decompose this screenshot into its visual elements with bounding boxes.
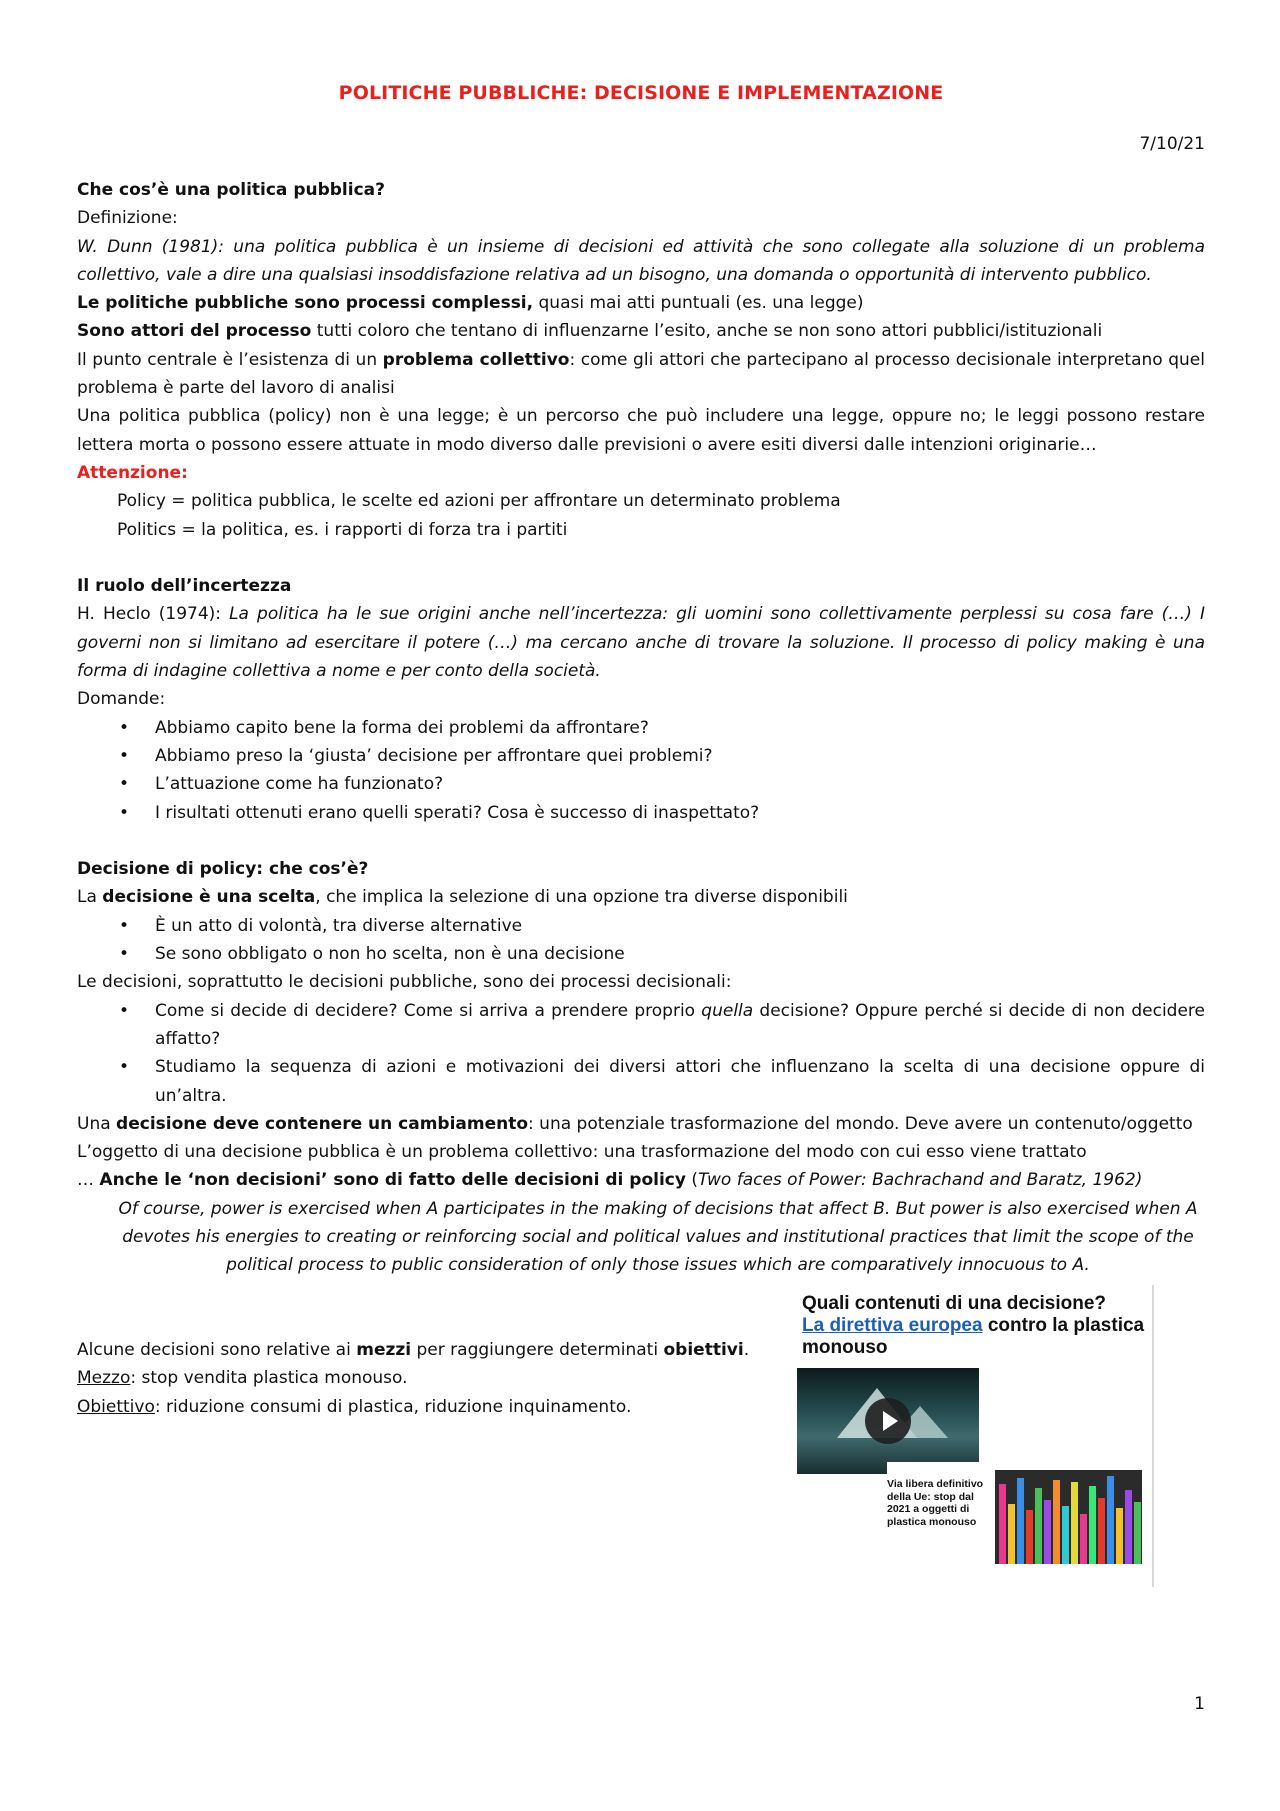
heclo-quote	[77, 600, 1205, 685]
section-heading-uncertainty: Il ruolo dell’incertezza	[77, 576, 292, 597]
decision-bullets	[77, 912, 1205, 969]
questions-list	[77, 714, 1205, 827]
bold-text: Sono attori del processo	[77, 321, 312, 342]
paragraph-collective-problem	[77, 346, 1205, 403]
document-page	[77, 0, 1205, 1811]
bold-text: decisione deve contenere un cambiamento	[116, 1113, 529, 1134]
text: H. Heclo (1974):	[77, 604, 230, 625]
play-icon[interactable]	[865, 1398, 911, 1444]
text: La	[77, 887, 103, 908]
document-date: 7/10/21	[1139, 134, 1205, 154]
list-item: • I risultati ottenuti erano quelli sperati? Cosa è successo di inaspettato?	[77, 799, 1205, 827]
paragraph-complex-processes	[77, 289, 1205, 317]
document-title: POLITICHE PUBBLICHE: DECISIONE E IMPLEMENTAZIONE	[338, 82, 944, 104]
bold-text: Le politiche pubbliche sono processi complessi,	[77, 293, 534, 314]
text: .	[743, 1340, 750, 1360]
bold-text: mezzi	[356, 1340, 412, 1360]
attention-label: Attenzione:	[77, 462, 188, 483]
underlined-label: Obiettivo	[77, 1396, 155, 1417]
video-thumbnail[interactable]	[797, 1368, 979, 1474]
slide-title	[802, 1293, 1147, 1359]
text: Una	[77, 1113, 117, 1134]
politics-definition-line: Politics = la politica, es. i rapporti di forza tra i partiti	[117, 519, 568, 540]
paragraph-object: L’oggetto di una decisione pubblica è un problema collettivo: una trasformazione del modo con cui esso viene trattato	[77, 1142, 1087, 1163]
news-article-thumbnail	[887, 1462, 1142, 1565]
list-item: • Se sono obbligato o non ho scelta, non è una decisione	[77, 940, 1205, 968]
paragraph-mezzo	[77, 1364, 757, 1392]
list-item: • Abbiamo capito bene la forma dei problemi da affrontare?	[77, 714, 1205, 742]
italic-text: Two faces of Power: Bachrachand and Baratz, 1962)	[698, 1170, 1143, 1191]
document-body	[77, 176, 1205, 1280]
underlined-label: Mezzo	[77, 1368, 131, 1389]
slide-title-text: Quali contenuti di una decisione?	[802, 1293, 1107, 1314]
process-bullets	[77, 997, 1205, 1110]
list-item	[77, 997, 1205, 1054]
list-item: • Studiamo la sequenza di azioni e motivazioni dei diversi attori che influenzano la scelta di una decisione oppure di un’altra.	[77, 1053, 1205, 1110]
section-heading-policy: Che cos’è una politica pubblica?	[77, 180, 386, 200]
text: : stop vendita plastica monouso.	[130, 1368, 408, 1389]
section-heading-decision: Decisione di policy: che cos’è?	[77, 859, 369, 880]
list-item: • È un atto di volontà, tra diverse alternative	[77, 912, 1205, 940]
paragraph-obiettivo	[77, 1393, 757, 1421]
directive-link[interactable]: La direttiva europea	[802, 1315, 983, 1336]
text: : come gli attori che partecipano al processo decisionale interpretano quel problema è parte del lavoro di analisi	[77, 349, 1205, 399]
text: Il punto centrale è l’esistenza di un	[77, 349, 383, 370]
paragraph-change	[77, 1110, 1205, 1138]
page-number: 1	[1194, 1694, 1205, 1714]
paragraph-decision-processes: Le decisioni, soprattutto le decisioni pubbliche, sono dei processi decisionali:	[77, 972, 732, 993]
article-headline: Via libera definitivo della Ue: stop dal 2021 a oggetti di plastica monouso	[887, 1478, 984, 1528]
text: Alcune decisioni sono relative ai	[77, 1340, 357, 1360]
bachrach-baratz-quote: Of course, power is exercised when A participates in the making of decisions that affect B. But power is also exercised when A devotes his energies to creating or reinforcing social and political values and institutional practices that limit the scope of the political process to public consideration of only those issues which are comparatively innocuous to A.	[118, 1198, 1198, 1276]
text: decisione? Oppure perché si decide di non decidere affatto?	[155, 1000, 1206, 1049]
plastic-straws-photo	[995, 1470, 1142, 1564]
text: (	[685, 1170, 698, 1191]
means-objectives-block	[77, 1336, 757, 1421]
paragraph-decision-choice	[77, 883, 1205, 911]
text: : una potenziale trasformazione del mondo. Deve avere un contenuto/oggetto	[528, 1113, 1193, 1134]
text: per raggiungere determinati	[411, 1340, 664, 1360]
paragraph-actors	[77, 317, 1205, 345]
bold-text: decisione è una scelta	[102, 887, 316, 908]
dunn-definition: W. Dunn (1981): una politica pubblica è un insieme di decisioni ed attività che sono collegate alla soluzione di un problema collettivo, vale a dire una qualsiasi insoddisfazione relativa ad un bisogno, una domanda o opportunità di intervento pubblico.	[77, 236, 1205, 285]
bold-text: Anche le ‘non decisioni’ sono di fatto delle decisioni di policy	[99, 1170, 686, 1191]
paragraph-policy-vs-law: Una politica pubblica (policy) non è una legge; è un percorso che può includere una legge, oppure no; le leggi possono restare lettera morta o possono essere attuate in modo diverso dalle previsioni o avere esiti diversi dalle intenzioni originarie…	[77, 406, 1205, 455]
italic-text: La politica ha le sue origini anche nell’incertezza: gli uomini sono collettivamente perplessi su cosa fare (…) I governi non si limitano ad esercitare il potere (…) ma cercano anche di trovare la soluzione. Il processo di policy making è una forma di indagine collettiva a nome e per conto della società.	[77, 604, 1205, 682]
text: : riduzione consumi di plastica, riduzione inquinamento.	[154, 1396, 632, 1417]
definition-label: Definizione:	[77, 208, 178, 229]
bold-text: problema collettivo	[382, 349, 570, 370]
text: , che implica la selezione di una opzione tra diverse disponibili	[315, 887, 848, 908]
text: quasi mai atti puntuali (es. una legge)	[533, 293, 864, 314]
list-item: • L’attuazione come ha funzionato?	[77, 770, 1205, 798]
list-item: • Abbiamo preso la ‘giusta’ decisione per affrontare quei problemi?	[77, 742, 1205, 770]
paragraph-means	[77, 1336, 757, 1364]
text: …	[77, 1170, 100, 1191]
slide-image	[792, 1285, 1154, 1587]
text: Come si decide di decidere? Come si arriva a prendere proprio	[155, 1000, 702, 1021]
social-share-icons	[1092, 1462, 1142, 1468]
paragraph-non-decisions	[77, 1166, 1205, 1194]
bold-text: obiettivi	[663, 1340, 744, 1360]
slide-title-text: contro la plastica monouso	[802, 1315, 1145, 1358]
policy-definition-line: Policy = politica pubblica, le scelte ed azioni per affrontare un determinato problema	[117, 491, 841, 512]
text: tutti coloro che tentano di influenzarne l’esito, anche se non sono attori pubblici/istituzionali	[311, 321, 1103, 342]
italic-text: quella	[701, 1000, 754, 1021]
questions-label: Domande:	[77, 689, 166, 710]
